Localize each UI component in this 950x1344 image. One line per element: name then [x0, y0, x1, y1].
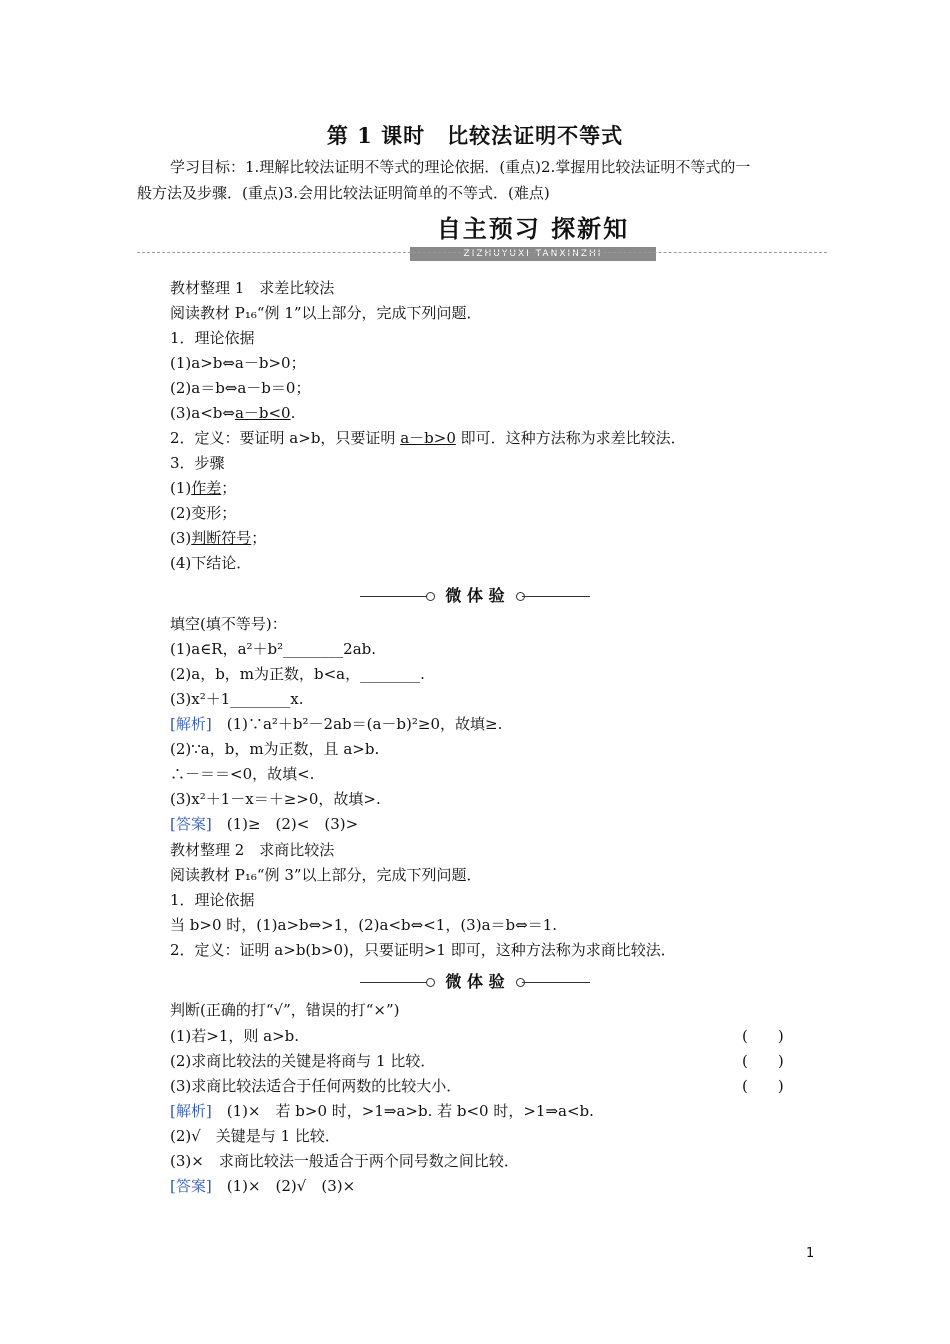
ex2-analysis-3: (3)× 求商比较法一般适合于两个同号数之间比较． — [170, 1152, 519, 1170]
basis-3-suffix: . — [290, 404, 296, 422]
sec1-definition — [170, 428, 686, 448]
sec1-basis-title: 1．理论依据 — [170, 329, 255, 347]
header-rule-right — [522, 596, 590, 597]
banner-caption: 自主预习 探新知 — [436, 215, 630, 243]
ex1-q1: (1)a∈R，a²＋b²________2ab. — [170, 640, 377, 658]
def-suffix: 即可．这种方法称为求差比较法． — [455, 429, 686, 447]
sec1-step-2: (2)变形； — [170, 504, 237, 522]
page-number: 1 — [806, 1246, 815, 1261]
dashed-divider — [137, 252, 827, 253]
answer-text: (1)≥ (2)< (3)> — [211, 815, 359, 833]
sec1-step-4: (4)下结论． — [170, 554, 252, 572]
page-title: 第 1 课时 比较法证明不等式 — [326, 123, 624, 148]
ex1-analysis-2: (2)∵a，b，m为正数，且 a>b. — [170, 740, 380, 758]
objectives-line-2: 般方法及步骤．(重点)3.会用比较法证明简单的不等式．(难点) — [137, 184, 550, 202]
sec1-basis-3 — [170, 403, 295, 423]
answer-tag: [答案] — [170, 815, 212, 833]
sec2-basis-title: 1．理论依据 — [170, 891, 255, 909]
ex2-q3: (3)求商比较法适合于任何两数的比较大小． — [170, 1077, 462, 1095]
objectives-line-1: 学习目标：1.理解比较法证明不等式的理论依据．(重点)2.掌握用比较法证明不等式的一 — [170, 158, 751, 176]
sec1-heading: 教材整理 1 求差比较法 — [170, 279, 335, 297]
header-rule-right — [522, 982, 590, 983]
ex2-q2: (2)求商比较法的关键是将商与 1 比较． — [170, 1052, 436, 1070]
def-answer: a－b>0 — [400, 429, 456, 447]
basis-3-prefix: (3)a<b⇔ — [170, 404, 235, 422]
step-1-suffix: ； — [221, 479, 237, 497]
micro-experience-header-1 — [360, 586, 590, 606]
header-label: 微 体 验 — [445, 586, 505, 605]
sec2-definition: 2．定义：证明 a>b(b>0)，只要证明>1 即可，这种方法称为求商比较法． — [170, 941, 676, 959]
sec1-step-1 — [170, 478, 236, 498]
ex1-analysis-1 — [170, 714, 502, 734]
step-3-suffix: ； — [251, 529, 267, 547]
sec1-basis-1: (1)a>b⇔a－b>0； — [170, 354, 306, 372]
step-1-answer: 作差 — [191, 479, 222, 497]
banner-subtitle: ZIZHUYUXI TANXINZHI — [410, 247, 656, 261]
analysis-text: (1)× 若 b>0 时，>1⇒a>b. 若 b<0 时，>1⇒a<b. — [211, 1102, 594, 1120]
header-label: 微 体 验 — [445, 972, 505, 991]
ex2-q1: (1)若>1，则 a>b. — [170, 1027, 300, 1045]
ex1-analysis-4: (3)x²＋1－x＝＋≥>0，故填>. — [170, 790, 381, 808]
answer-text: (1)× (2)√ (3)× — [211, 1177, 356, 1195]
answer-blank-1: ( ) — [742, 1027, 784, 1045]
sec1-steps-title: 3．步骤 — [170, 454, 225, 472]
header-rule-left — [360, 596, 428, 597]
analysis-tag: [解析] — [170, 715, 212, 733]
ex2-analysis-1 — [170, 1101, 594, 1121]
answer-blank-2: ( ) — [742, 1052, 784, 1070]
ex1-answer — [170, 814, 358, 834]
sec1-basis-2: (2)a＝b⇔a－b＝0； — [170, 379, 311, 397]
micro-experience-header-2 — [360, 972, 590, 992]
answer-tag: [答案] — [170, 1177, 212, 1195]
ex1-intro: 填空(填不等号)： — [170, 615, 287, 633]
section-banner — [410, 213, 656, 263]
sec2-basis: 当 b>0 时，(1)a>b⇔>1，(2)a<b⇔<1，(3)a＝b⇔＝1. — [170, 916, 558, 934]
ex2-intro: 判断(正确的打“√”，错误的打“×”) — [170, 1001, 400, 1019]
ex2-analysis-2: (2)√ 关键是与 1 比较． — [170, 1127, 340, 1145]
ex1-q3: (3)x²＋1________x. — [170, 690, 304, 708]
sec2-read: 阅读教材 P₁₆“例 3”以上部分，完成下列问题． — [170, 866, 482, 884]
ex2-answer — [170, 1176, 355, 1196]
step-1-prefix: (1) — [170, 479, 192, 497]
analysis-tag: [解析] — [170, 1102, 212, 1120]
ex1-q2: (2)a，b，m为正数，b<a，________. — [170, 665, 425, 683]
step-3-answer: 判断符号 — [191, 529, 252, 547]
analysis-text: (1)∵a²＋b²－2ab＝(a－b)²≥0，故填≥. — [211, 715, 503, 733]
learning-objectives — [137, 154, 827, 206]
basis-3-answer: a－b<0 — [234, 404, 291, 422]
answer-blank-3: ( ) — [742, 1077, 784, 1095]
header-rule-left — [360, 982, 428, 983]
sec2-heading: 教材整理 2 求商比较法 — [170, 841, 335, 859]
sec1-step-3 — [170, 528, 266, 548]
sec1-read: 阅读教材 P₁₆“例 1”以上部分，完成下列问题． — [170, 304, 482, 322]
def-prefix: 2．定义：要证明 a>b，只要证明 — [170, 429, 401, 447]
step-3-prefix: (3) — [170, 529, 192, 547]
ex1-analysis-3: ∴－＝＝<0，故填<. — [170, 765, 315, 783]
